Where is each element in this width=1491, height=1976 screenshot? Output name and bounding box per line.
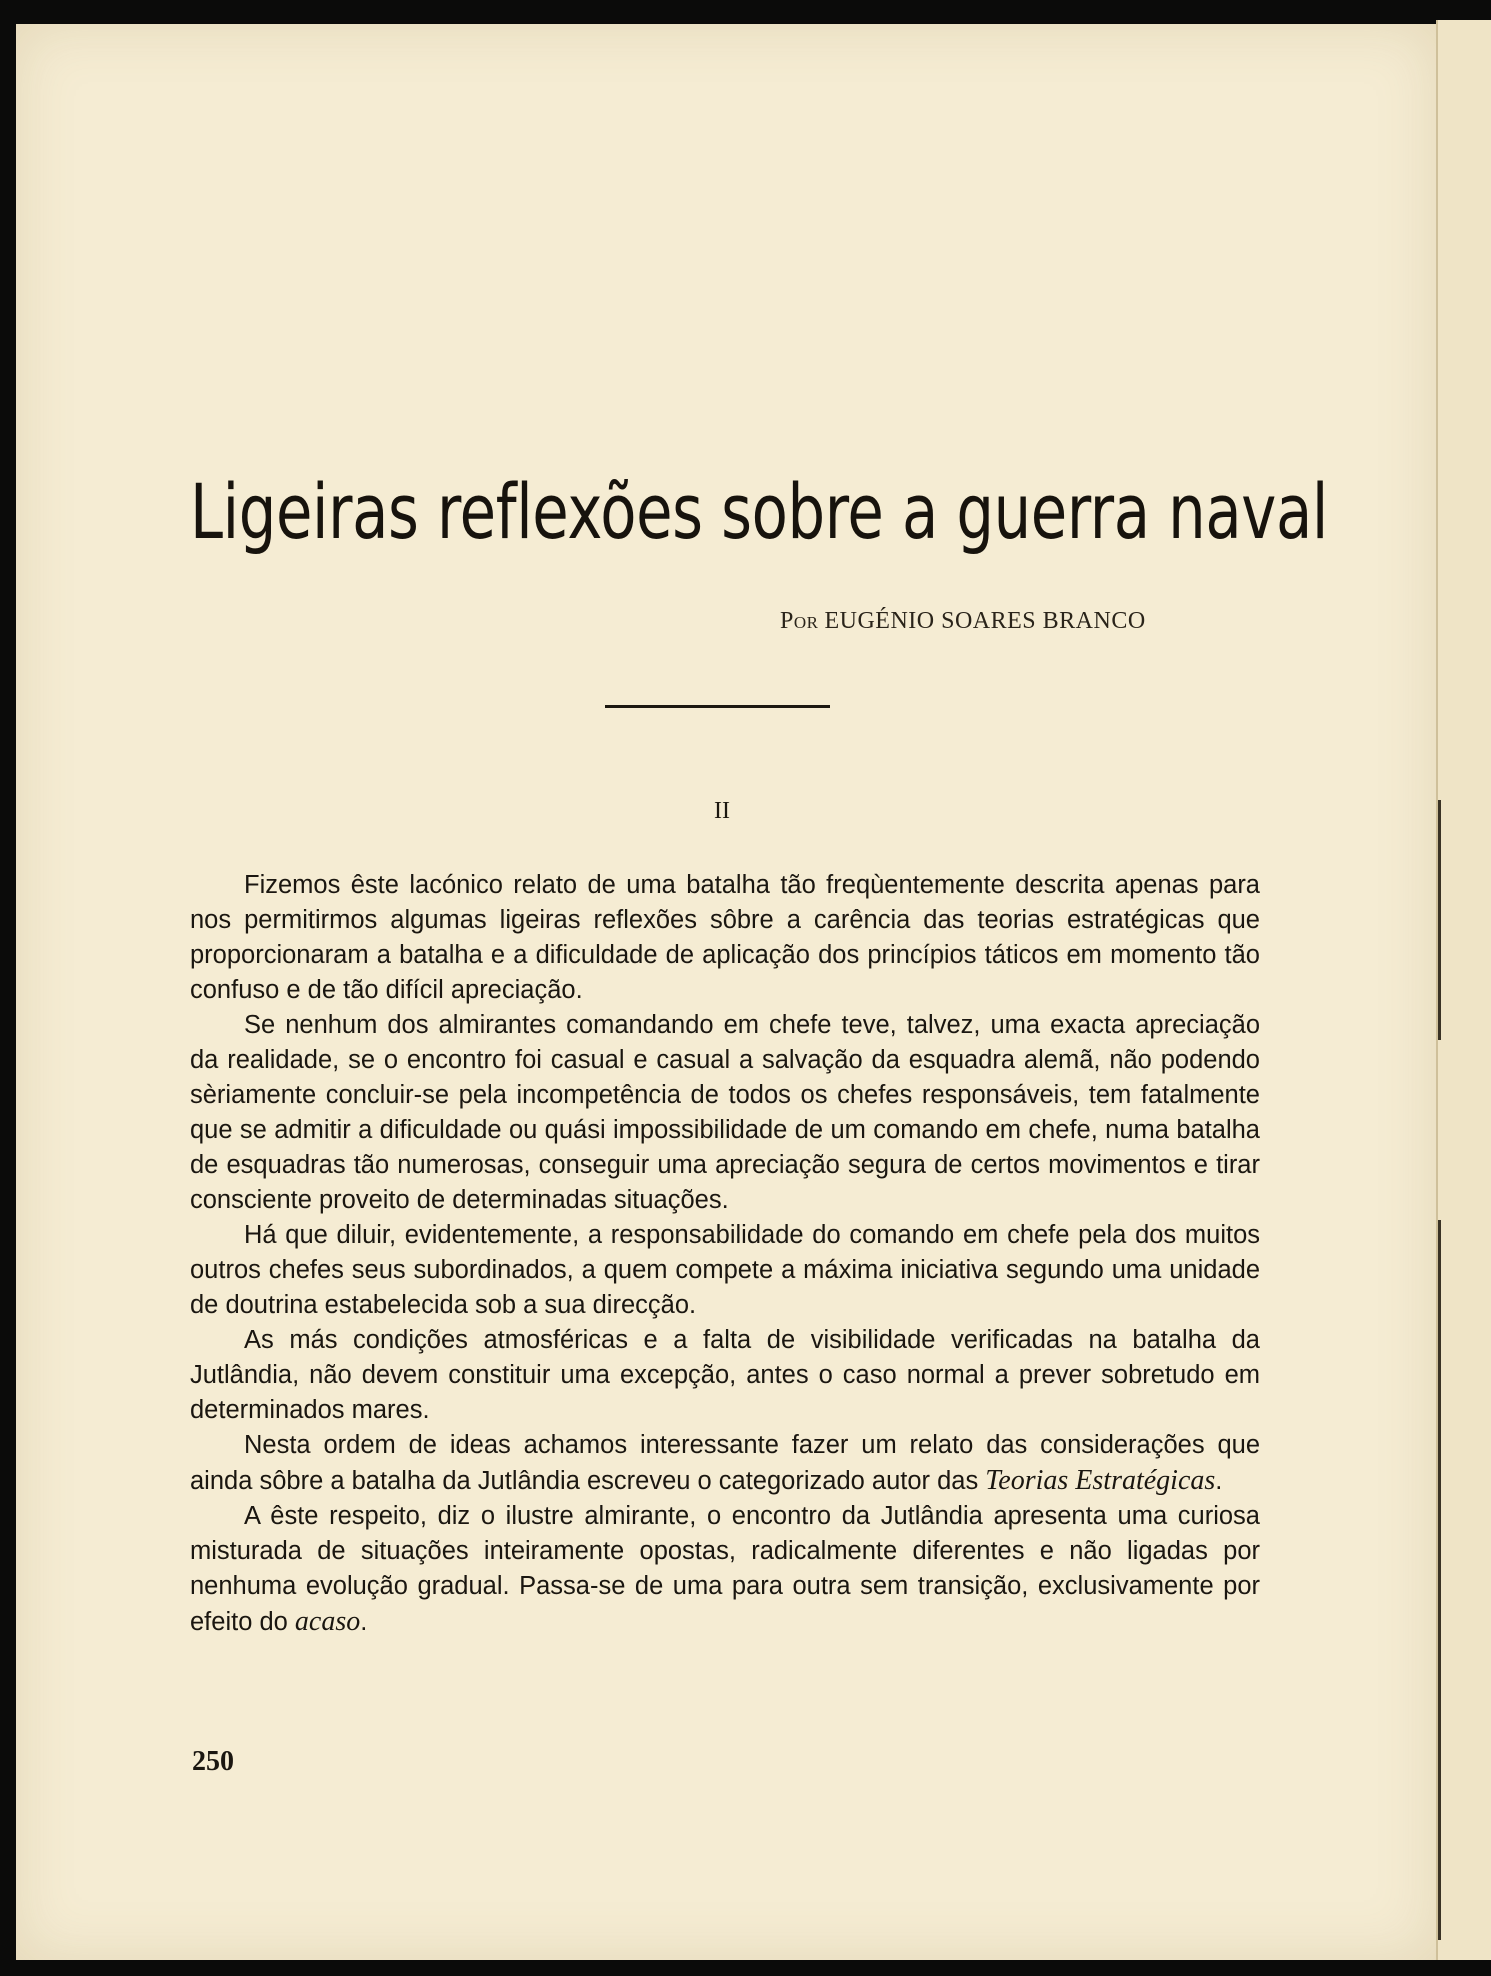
paragraph: Se nenhum dos almirantes comandando em chefe teve, talvez, uma exacta apreciação da realidade, se o encontro foi casual e casual a salvação da esquadra alemã, não podendo sèriamente concluir-se pela incompetência de todos os chefes responsáveis, tem fatalmente que se admitir a dificuldade ou quási impossibilidade de um comando em chefe, numa batalha de esquadras tão numerosas, conseguir uma apreciação segura de certos movimentos e tirar consciente proveito de determinadas situações.	[190, 1011, 1260, 1214]
page-edge-mark	[1438, 800, 1441, 1040]
author-name: EUGÉNIO SOARES BRANCO	[824, 608, 1146, 634]
paragraph	[190, 1499, 1260, 1640]
page-edge-mark	[1438, 1220, 1441, 1940]
byline	[780, 608, 1200, 635]
byline-prefix: Por	[780, 608, 819, 634]
adjacent-page-edge	[1436, 20, 1491, 1960]
article-title: Ligeiras reflexões sobre a guerra naval	[190, 467, 1328, 556]
paragraph-text: .	[360, 1608, 368, 1636]
paragraph: Há que diluir, evidentemente, a responsabilidade do comando em chefe pela dos muitos outros chefes seus subordinados, a quem compete a máxima iniciativa segundo uma unidade de doutrina estabelecida sob a sua direcção.	[190, 1221, 1260, 1319]
paragraph-text: Nesta ordem de ideas achamos interessante fazer um relato das considerações que ainda sôbre a batalha da Jutlândia escreveu o categorizado autor das	[190, 1431, 1260, 1495]
paragraph: Fizemos êste lacónico relato de uma batalha tão freqùentemente descrita apenas para nos permitirmos algumas ligeiras reflexões sôbre a carência das teorias estratégicas que proporcionaram a batalha e a dificuldade de aplicação dos princípios táticos em momento tão confuso e de tão difícil apreciação.	[190, 871, 1260, 1004]
title-divider	[605, 705, 830, 708]
paragraph: As más condições atmosféricas e a falta de visibilidade verificadas na batalha da Jutlândia, não devem constituir uma excepção, antes o caso normal a prever sobretudo em determinados mares.	[190, 1326, 1260, 1424]
page-number: 250	[192, 1746, 234, 1777]
paragraph-text: .	[1215, 1467, 1223, 1495]
book-title: Teorias Estratégicas	[985, 1465, 1216, 1496]
section-number: II	[714, 798, 730, 824]
paragraph	[190, 1428, 1260, 1499]
article-body	[190, 868, 1260, 1640]
emphasis: acaso	[294, 1606, 361, 1637]
paragraph-text: A êste respeito, diz o ilustre almirante, o encontro da Jutlândia apresenta uma curiosa misturada de situações inteiramente opostas, radicalmente diferentes e não ligadas por nenhuma evolução gradual. Passa-se de uma para outra sem transição, exclusivamente por efeito do	[190, 1502, 1260, 1636]
